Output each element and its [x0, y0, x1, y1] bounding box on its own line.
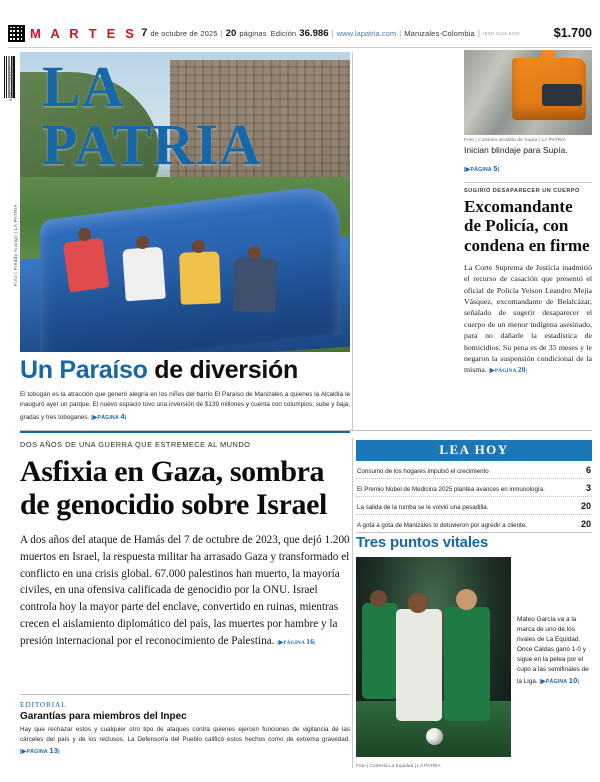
lea-hoy-item-text: El Premio Nobel de Medicina 2025 plantea avances en inmunología.	[357, 486, 545, 493]
paraiso-block	[20, 358, 350, 433]
main-page-ref[interactable]: |▶PÁGINA 16|	[277, 636, 316, 646]
player-3-body	[444, 607, 490, 721]
policia-body	[464, 262, 592, 376]
publication-date-rest: de octubre de 2025	[150, 28, 218, 38]
main-page-number: 16	[306, 636, 315, 646]
futbol-caption-text: Mateo García va a la marca de uno de los rivales de La Equidad. Once Caldas ganó 1-0 y sigue en la pelea por el cupo a las semifinales de la Liga.	[517, 616, 589, 685]
futbol-photo-credit: Foto | Cortesía La Equidad | LA PATRIA	[356, 764, 441, 769]
lea-hoy-item-page: 20	[580, 519, 591, 529]
lea-hoy-item-text: A gota a gota de Manizales lo detuvieron por agredir a cliente.	[357, 522, 527, 529]
qr-code-icon[interactable]	[8, 25, 25, 42]
editorial-page-number: 13	[49, 746, 59, 756]
futbol-page-ref[interactable]: |▶PÁGINA 10|	[539, 675, 580, 685]
supia-photo-credit: Foto | Cortesía alcaldía de Supía | LA PATRIA	[464, 138, 567, 143]
editorial-page-ref-label: PÁGINA	[26, 749, 48, 756]
editorial-block	[20, 694, 350, 758]
lea-hoy-item-text: Consumo de los hogares impulsó el crecimiento	[357, 468, 489, 475]
supia-photo-caption: Inician blindaje para Supía.	[464, 145, 568, 155]
hero-child-1	[63, 237, 110, 292]
editorial-page-ref[interactable]: |▶PÁGINA 13|	[20, 746, 60, 756]
list-item[interactable]	[356, 461, 592, 479]
excavator-cabin	[542, 84, 582, 106]
cover-price: $1.700	[553, 26, 592, 40]
hero-child-4-head	[248, 246, 261, 259]
supia-page-ref[interactable]: |▶PÁGINA 5|	[464, 163, 500, 173]
header-divider	[8, 47, 592, 48]
player-2-head	[408, 593, 428, 613]
tres-puntos-title: Tres puntos vitales	[356, 534, 489, 551]
main-story	[20, 440, 350, 650]
website-link[interactable]: www.lapatria.com	[336, 28, 397, 38]
player-3-head	[456, 589, 477, 610]
separator-1: |	[220, 28, 223, 38]
publication-place: Manizales-Colombia	[404, 28, 475, 38]
futbol-page-ref-label: PÁGINA	[545, 678, 568, 685]
editorial-body	[20, 725, 350, 758]
issn-code: ISSN 0124-5220	[482, 30, 520, 36]
lea-hoy-item-text: La salida de la rumba se le volvió una pesadilla.	[357, 504, 489, 511]
lea-hoy-item-page: 6	[585, 465, 591, 475]
hero-child-1-head	[78, 228, 91, 241]
player-1-head	[370, 590, 387, 607]
right-column-divider	[464, 182, 592, 183]
right-column	[464, 50, 592, 376]
tres-puntos-content	[356, 557, 592, 757]
hero-child-4	[233, 257, 277, 312]
tres-puntos-section	[356, 534, 592, 769]
soccer-ball-icon	[426, 728, 443, 745]
list-item[interactable]	[356, 479, 592, 497]
policia-headline: Excomandante de Policía, con condena en firme	[464, 196, 590, 256]
player-2-body	[396, 609, 442, 721]
main-body-text: A dos años del ataque de Hamás del 7 de octubre de 2023, que dejó 1.200 muertos en Israel, la respuesta militar ha arrasado Gaza y transformado el conflicto en una crisis global. 67.000 palestinos han muerto, la mayoría civiles, en una ofensiva calificada de genocidio por la ONU. Israel controla hoy la mayor parte del enclave, convertido en ruinas, mientras crecen el aislamiento diplomático del país, las muertes por hambre y la presión internacional por el reconocimiento de Palestina.	[20, 534, 350, 647]
policia-kicker: SUGIRIÓ DESAPARECER UN CUERPO	[464, 187, 580, 194]
supia-page-ref-label: PÁGINA	[470, 166, 492, 173]
hero-child-2-head	[136, 236, 149, 249]
hero-child-3-head	[192, 240, 205, 253]
policia-page-ref[interactable]: |▶PÁGINA 20|	[488, 365, 527, 375]
paraiso-headline-blue: Un Paraíso	[20, 356, 148, 384]
paraiso-page-number: 4	[120, 411, 125, 421]
list-item[interactable]	[356, 515, 592, 533]
page-count: 20	[225, 27, 237, 39]
hero-photo-credit: Foto | Freddy Arango | LA PATRIA	[14, 203, 19, 286]
masthead-info-bar	[8, 22, 592, 44]
newspaper-logo: LA PATRIA	[42, 54, 262, 177]
edition-label: Edición	[270, 28, 297, 38]
paraiso-body-text: El tobogán es la atracción que generó alegría en los niños del barrio El Paraíso de Manizales a quienes la Alcaldía le inauguró ayer un parque. El nuevo espacio tuvo una inversión de $139 millones y cuenta con columpios, sube y baja, gradas y tres toboganes.	[20, 391, 350, 421]
hero-child-2	[122, 247, 166, 302]
player-1-body	[362, 603, 398, 699]
futbol-page-number: 10	[568, 675, 578, 685]
futbol-photo	[356, 557, 511, 757]
separator-2: |	[331, 28, 334, 38]
supia-page-ref-wrap[interactable]	[464, 158, 592, 176]
policia-page-ref-label: PÁGINA	[494, 368, 517, 375]
lea-hoy-item-page: 3	[585, 483, 591, 493]
edition-number: 36.986	[299, 27, 329, 39]
column-divider-bottom	[352, 438, 353, 768]
paraiso-body	[20, 390, 350, 424]
publication-day-number: 7	[141, 27, 148, 39]
editorial-label: EDITORIAL	[20, 700, 67, 709]
separator-3: |	[399, 28, 402, 38]
policia-page-number: 20	[517, 365, 526, 375]
main-kicker: DOS AÑOS DE UNA GUERRA QUE ESTREMECE AL MUNDO	[20, 440, 251, 449]
pages-word: páginas	[239, 28, 267, 38]
supia-photo	[464, 50, 592, 135]
editorial-body-text: Hay que rechazar estos y cualquier otro tipo de ataques contra quienes ejercen funciones de vigilancia de las cárceles del país y de los reclusos. La Defensoría del Pueblo calificó estos hechos como de extrema gravedad.	[20, 726, 350, 744]
policia-body-text: La Corte Suprema de Justicia inadmitió el recurso de casación que presentó el oficial de Policía Yeison Leandro Mejía Vásquez, excomandante de Belalcázar, señalado de sugerir desaparecer el cuerpo de un menor indígena asesinado, para no dañarle la estadística de homicidios. Su pena es de 35 meses y le negaron la suspensión condicional de la misma.	[464, 262, 592, 375]
main-page-ref-label: PÁGINA	[283, 639, 305, 646]
paraiso-headline-black: de diversión	[147, 356, 298, 384]
editorial-title: Garantías para miembros del Inpec	[20, 711, 187, 722]
section-divider	[20, 430, 592, 431]
main-headline: Asfixia en Gaza, sombra de genocidio sobre Israel	[20, 455, 327, 521]
paraiso-headline	[20, 358, 350, 383]
hero-child-3	[179, 251, 221, 304]
editorial-divider	[20, 694, 350, 695]
separator-4: |	[477, 28, 480, 38]
lea-hoy-item-page: 20	[580, 501, 591, 511]
list-item[interactable]	[356, 497, 592, 515]
column-divider-top	[352, 52, 353, 430]
publication-weekday: M A R T E S	[30, 25, 138, 41]
paraiso-page-ref-label: PÁGINA	[97, 414, 119, 421]
lea-hoy-section	[356, 440, 592, 533]
main-body	[20, 532, 350, 650]
paraiso-page-ref[interactable]: |▶PÁGINA 4|	[91, 411, 127, 421]
lea-hoy-title: LEA HOY	[356, 440, 592, 461]
supia-page-number: 5	[493, 163, 498, 173]
barcode-number: 7 709998 720699	[8, 60, 13, 102]
futbol-caption	[517, 557, 592, 757]
